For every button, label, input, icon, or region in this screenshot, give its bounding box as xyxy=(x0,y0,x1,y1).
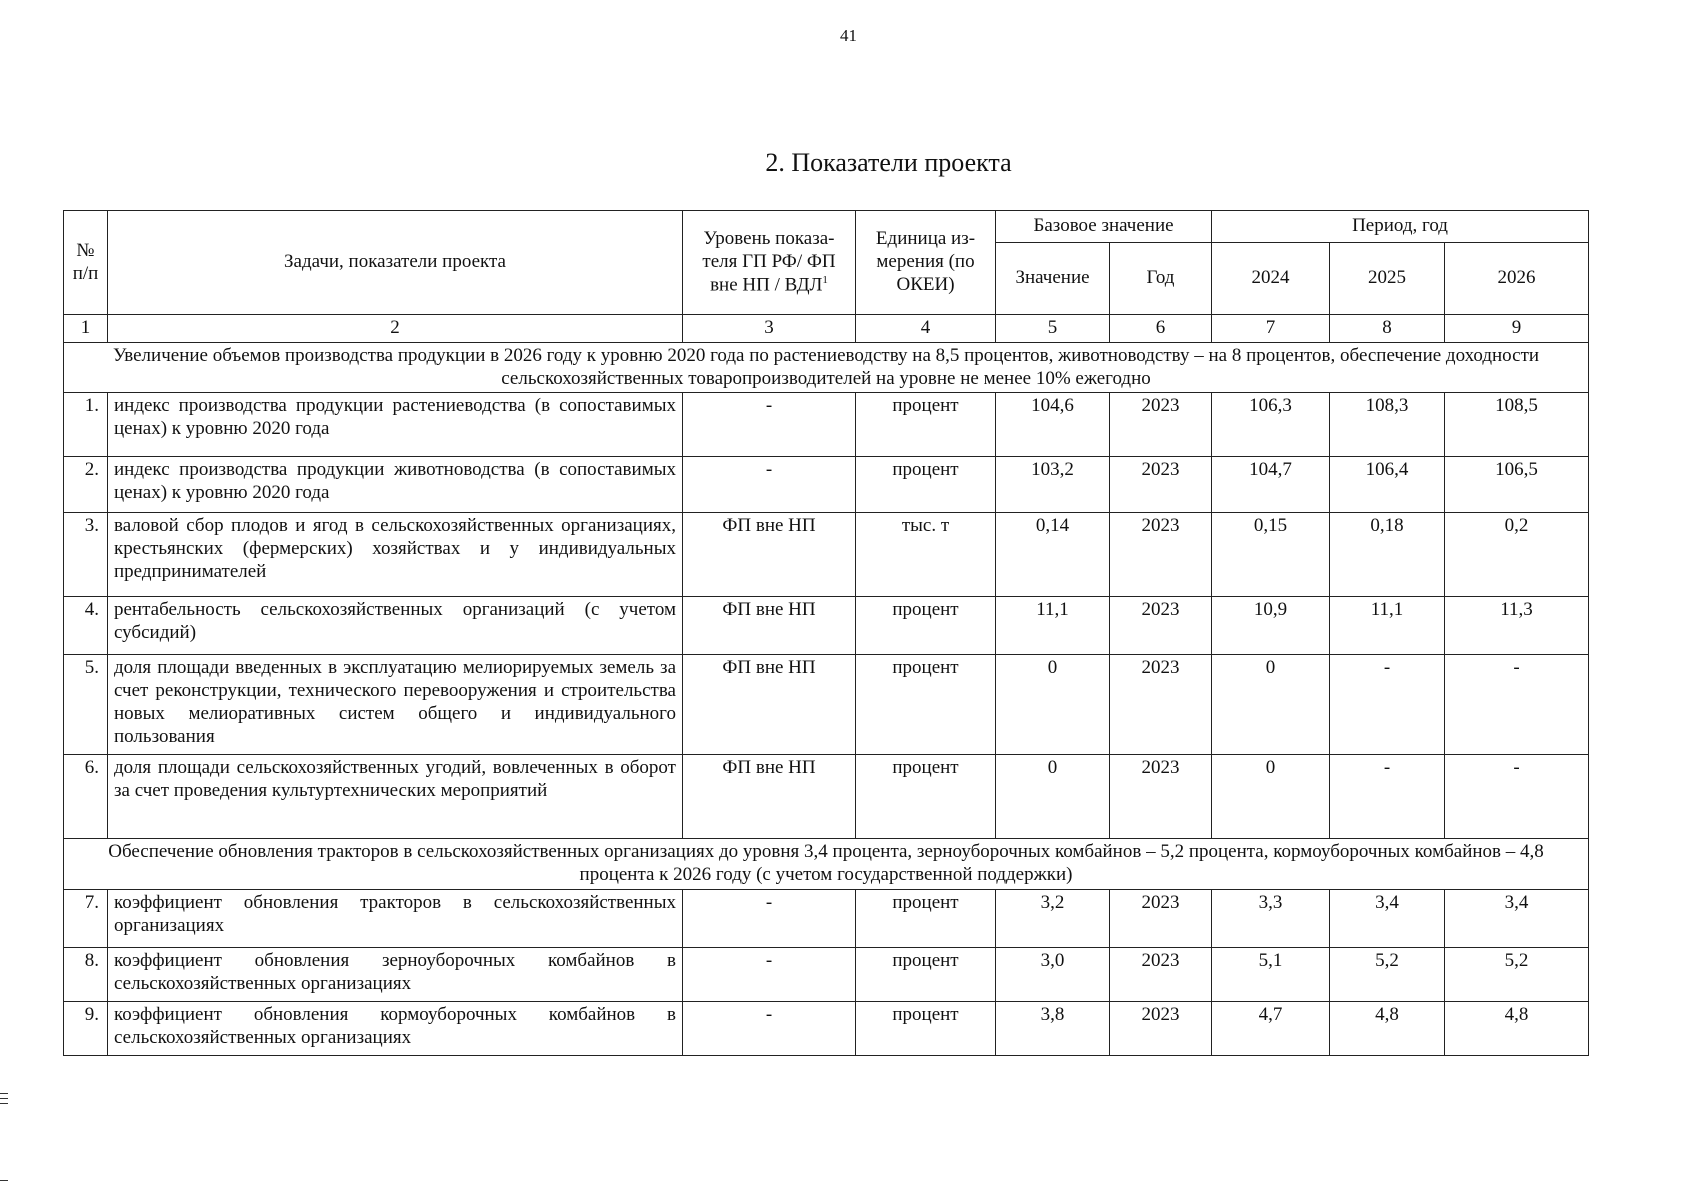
header-base-year: Год xyxy=(1110,243,1212,315)
row-indicator-name: рентабельность сельскохозяйственных организаций (с учетом субсидий) xyxy=(108,597,683,655)
table-row xyxy=(64,513,1589,597)
row-base-value: 0 xyxy=(996,755,1110,839)
row-base-value: 0 xyxy=(996,655,1110,755)
row-value-2025: 5,2 xyxy=(1330,947,1445,1001)
column-numbers-row xyxy=(64,315,1589,343)
column-number: 7 xyxy=(1212,315,1330,343)
column-number: 6 xyxy=(1110,315,1212,343)
row-indicator-name: доля площади введенных в эксплуатацию мелиорируемых земель за счет реконструкции, технического перевооружения и строительства новых мелиоративных систем общего и индивидуального пользования xyxy=(108,655,683,755)
row-base-value: 0,14 xyxy=(996,513,1110,597)
row-value-2026: 3,4 xyxy=(1445,889,1589,947)
header-year-2024: 2024 xyxy=(1212,243,1330,315)
header-base: Базовое значение xyxy=(996,211,1212,243)
row-value-2025: 108,3 xyxy=(1330,393,1445,457)
row-unit: процент xyxy=(856,1001,996,1055)
row-base-year: 2023 xyxy=(1110,755,1212,839)
row-level: - xyxy=(683,457,856,513)
row-value-2026: - xyxy=(1445,655,1589,755)
row-level: ФП вне НП xyxy=(683,597,856,655)
column-number: 2 xyxy=(108,315,683,343)
row-level: - xyxy=(683,393,856,457)
row-base-value: 11,1 xyxy=(996,597,1110,655)
table-row xyxy=(64,1001,1589,1055)
row-value-2025: - xyxy=(1330,755,1445,839)
row-value-2026: - xyxy=(1445,755,1589,839)
table-row xyxy=(64,655,1589,755)
row-base-year: 2023 xyxy=(1110,457,1212,513)
row-base-value: 3,8 xyxy=(996,1001,1110,1055)
row-unit: процент xyxy=(856,889,996,947)
row-index: 4. xyxy=(64,597,108,655)
row-value-2026: 108,5 xyxy=(1445,393,1589,457)
row-indicator-name: коэффициент обновления кормоуборочных комбайнов в сельскохозяйственных организациях xyxy=(108,1001,683,1055)
row-value-2024: 0,15 xyxy=(1212,513,1330,597)
scan-edge-mark xyxy=(0,1093,8,1094)
row-unit: процент xyxy=(856,947,996,1001)
row-index: 6. xyxy=(64,755,108,839)
row-value-2025: 0,18 xyxy=(1330,513,1445,597)
row-value-2024: 0 xyxy=(1212,655,1330,755)
column-number: 5 xyxy=(996,315,1110,343)
header-period: Период, год xyxy=(1212,211,1589,243)
row-value-2024: 104,7 xyxy=(1212,457,1330,513)
row-value-2026: 106,5 xyxy=(1445,457,1589,513)
row-base-year: 2023 xyxy=(1110,597,1212,655)
row-value-2025: 11,1 xyxy=(1330,597,1445,655)
table-row xyxy=(64,755,1589,839)
table-row xyxy=(64,889,1589,947)
header-level-footnote: 1 xyxy=(822,273,828,286)
header-year-2026: 2026 xyxy=(1445,243,1589,315)
row-unit: процент xyxy=(856,755,996,839)
row-indicator-name: индекс производства продукции растениеводства (в сопоставимых ценах) к уровню 2020 года xyxy=(108,393,683,457)
row-value-2025: 4,8 xyxy=(1330,1001,1445,1055)
row-base-value: 104,6 xyxy=(996,393,1110,457)
row-value-2024: 10,9 xyxy=(1212,597,1330,655)
row-base-year: 2023 xyxy=(1110,1001,1212,1055)
row-value-2026: 4,8 xyxy=(1445,1001,1589,1055)
row-index: 3. xyxy=(64,513,108,597)
row-value-2025: 106,4 xyxy=(1330,457,1445,513)
table-row xyxy=(64,947,1589,1001)
row-indicator-name: валовой сбор плодов и ягод в сельскохозяйственных организациях, крестьянских (фермерских) хозяйствах и у индивидуальных предпринимателей xyxy=(108,513,683,597)
row-level: - xyxy=(683,1001,856,1055)
row-indicator-name: доля площади сельскохозяйственных угодий, вовлеченных в оборот за счет проведения культуртехнических мероприятий xyxy=(108,755,683,839)
row-level: ФП вне НП xyxy=(683,755,856,839)
page-number: 41 xyxy=(840,26,857,45)
row-unit: процент xyxy=(856,457,996,513)
row-base-value: 3,2 xyxy=(996,889,1110,947)
row-index: 7. xyxy=(64,889,108,947)
row-base-value: 3,0 xyxy=(996,947,1110,1001)
row-index: 2. xyxy=(64,457,108,513)
header-unit: Единица из-мерения (по ОКЕИ) xyxy=(856,211,996,315)
row-base-year: 2023 xyxy=(1110,393,1212,457)
row-value-2024: 5,1 xyxy=(1212,947,1330,1001)
row-value-2024: 3,3 xyxy=(1212,889,1330,947)
row-value-2026: 5,2 xyxy=(1445,947,1589,1001)
row-base-year: 2023 xyxy=(1110,513,1212,597)
table-row xyxy=(64,597,1589,655)
row-value-2026: 11,3 xyxy=(1445,597,1589,655)
row-value-2024: 0 xyxy=(1212,755,1330,839)
row-value-2024: 106,3 xyxy=(1212,393,1330,457)
row-value-2024: 4,7 xyxy=(1212,1001,1330,1055)
scan-edge-mark xyxy=(0,1103,8,1104)
row-unit: процент xyxy=(856,597,996,655)
column-number: 9 xyxy=(1445,315,1589,343)
row-indicator-name: индекс производства продукции животноводства (в сопоставимых ценах) к уровню 2020 года xyxy=(108,457,683,513)
row-value-2025: - xyxy=(1330,655,1445,755)
row-index: 5. xyxy=(64,655,108,755)
scan-edge-mark xyxy=(0,1098,8,1099)
row-value-2025: 3,4 xyxy=(1330,889,1445,947)
row-unit: процент xyxy=(856,393,996,457)
table-row xyxy=(64,393,1589,457)
row-value-2026: 0,2 xyxy=(1445,513,1589,597)
column-number: 4 xyxy=(856,315,996,343)
row-index: 8. xyxy=(64,947,108,1001)
header-base-value: Значение xyxy=(996,243,1110,315)
row-unit: тыс. т xyxy=(856,513,996,597)
column-number: 3 xyxy=(683,315,856,343)
section-title: Увеличение объемов производства продукции в 2026 году к уровню 2020 года по растениеводству на 8,5 процентов, животноводству – на 8 процентов, обеспечение доходности сельскохозяйственных товаропроизводителей на уровне не менее 10% ежегодно xyxy=(64,342,1589,393)
header-year-2025: 2025 xyxy=(1330,243,1445,315)
column-number: 1 xyxy=(64,315,108,343)
page-title: 2. Показатели проекта xyxy=(765,148,1012,177)
section-row xyxy=(64,839,1589,890)
row-index: 9. xyxy=(64,1001,108,1055)
section-title: Обеспечение обновления тракторов в сельскохозяйственных организациях до уровня 3,4 процента, зерноуборочных комбайнов – 5,2 процента, кормоуборочных комбайнов – 4,8 процента к 2026 году (с учетом государственной поддержки) xyxy=(64,839,1589,890)
section-row xyxy=(64,342,1589,393)
row-level: - xyxy=(683,947,856,1001)
row-unit: процент xyxy=(856,655,996,755)
row-level: ФП вне НП xyxy=(683,655,856,755)
row-base-year: 2023 xyxy=(1110,889,1212,947)
row-base-year: 2023 xyxy=(1110,655,1212,755)
indicators-table xyxy=(63,210,1589,1056)
row-base-year: 2023 xyxy=(1110,947,1212,1001)
column-number: 8 xyxy=(1330,315,1445,343)
header-task: Задачи, показатели проекта xyxy=(108,211,683,315)
row-indicator-name: коэффициент обновления зерноуборочных комбайнов в сельскохозяйственных организациях xyxy=(108,947,683,1001)
row-level: - xyxy=(683,889,856,947)
row-index: 1. xyxy=(64,393,108,457)
header-no: № п/п xyxy=(64,211,108,315)
table-row xyxy=(64,457,1589,513)
header-level-text: Уровень показа-теля ГП РФ/ ФП вне НП / ВДЛ xyxy=(702,228,836,296)
header-level xyxy=(683,211,856,315)
row-base-value: 103,2 xyxy=(996,457,1110,513)
row-indicator-name: коэффициент обновления тракторов в сельскохозяйственных организациях xyxy=(108,889,683,947)
scan-edge-mark xyxy=(0,1180,8,1181)
row-level: ФП вне НП xyxy=(683,513,856,597)
